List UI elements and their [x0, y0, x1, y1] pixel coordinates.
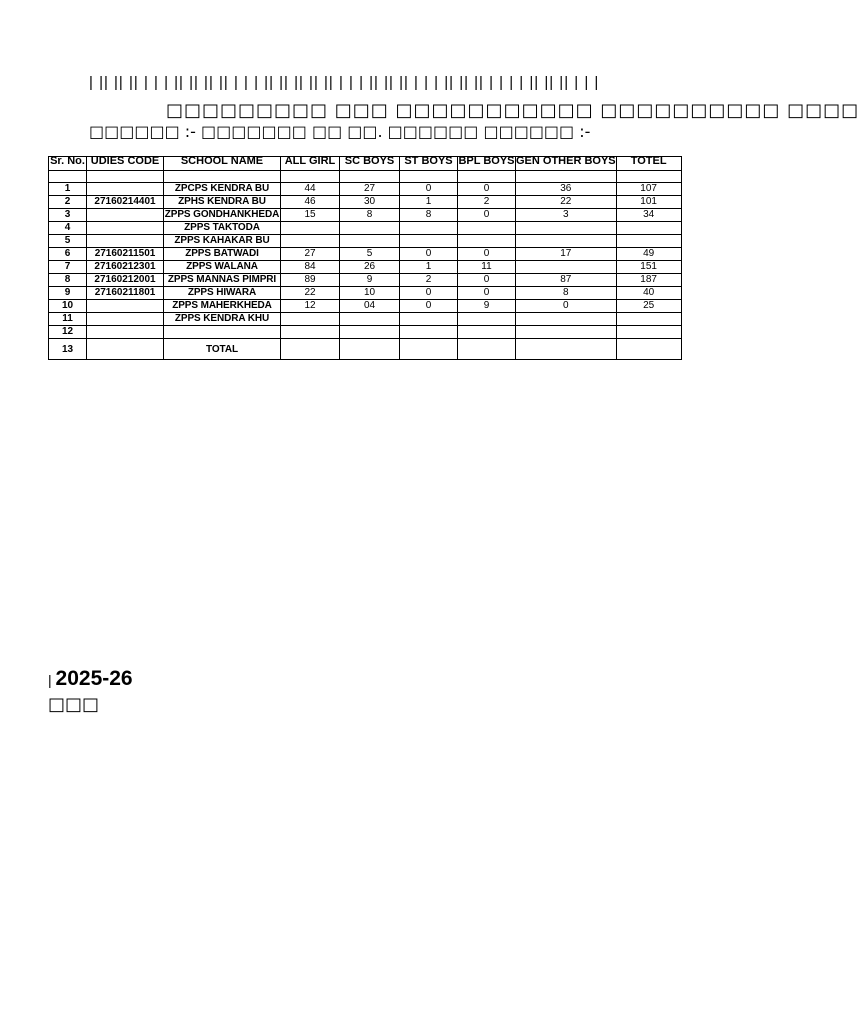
column-header-bpl-boys: BPL BOYS [458, 157, 516, 171]
school-name-cell [164, 326, 281, 339]
all-girl-cell: 89 [281, 274, 340, 287]
sr-no-cell: 2 [49, 196, 87, 209]
all-girl-cell: 12 [281, 300, 340, 313]
bpl-boys-cell: 0 [458, 287, 516, 300]
sc-boys-cell: 9 [340, 274, 400, 287]
bpl-boys-cell: 2 [458, 196, 516, 209]
table-row [49, 235, 682, 248]
total-empty-cell [400, 339, 458, 360]
all-girl-cell [281, 222, 340, 235]
total-cell: 49 [616, 248, 681, 261]
total-label: TOTAL [164, 339, 281, 360]
sc-boys-cell [340, 313, 400, 326]
column-header-udies-code: UDIES CODE [87, 157, 164, 171]
total-cell [616, 326, 681, 339]
table-row [49, 274, 682, 287]
sr-no-cell: 3 [49, 209, 87, 222]
gen-other-boys-cell: 8 [516, 287, 617, 300]
sr-no-cell: 4 [49, 222, 87, 235]
all-girl-cell [281, 326, 340, 339]
st-boys-cell: 8 [400, 209, 458, 222]
gen-other-boys-cell [516, 261, 617, 274]
all-girl-cell [281, 313, 340, 326]
gen-other-boys-cell: 17 [516, 248, 617, 261]
st-boys-cell [400, 235, 458, 248]
sr-no-cell: 6 [49, 248, 87, 261]
st-boys-cell: 0 [400, 300, 458, 313]
udies-code-cell: 27160214401 [87, 196, 164, 209]
column-header-gen-other-boys: GEN OTHER BOYS [516, 157, 617, 171]
sc-boys-cell [340, 235, 400, 248]
st-boys-cell [400, 222, 458, 235]
st-boys-cell: 1 [400, 261, 458, 274]
udies-code-cell [87, 209, 164, 222]
school-name-cell: ZPCPS KENDRA BU [164, 183, 281, 196]
bpl-boys-cell [458, 235, 516, 248]
document-subheading: □□□□□□ :- □□□□□□□ □□ □□. □□□□□□ □□□□□□ :- [89, 122, 591, 141]
gen-other-boys-cell [516, 222, 617, 235]
school-name-cell: ZPPS KENDRA KHU [164, 313, 281, 326]
table-row [49, 196, 682, 209]
total-empty-cell [87, 339, 164, 360]
gen-other-boys-cell: 87 [516, 274, 617, 287]
gen-other-boys-cell [516, 326, 617, 339]
st-boys-cell: 0 [400, 183, 458, 196]
total-cell: 34 [616, 209, 681, 222]
table-row [49, 222, 682, 235]
gen-other-boys-cell: 36 [516, 183, 617, 196]
sr-no-cell: 9 [49, 287, 87, 300]
table-row [49, 300, 682, 313]
udies-code-cell [87, 313, 164, 326]
udies-code-cell [87, 183, 164, 196]
total-row [49, 339, 682, 360]
sc-boys-cell: 5 [340, 248, 400, 261]
column-header-all-girl: ALL GIRL [281, 157, 340, 171]
sc-boys-cell: 26 [340, 261, 400, 274]
total-cell: 151 [616, 261, 681, 274]
gen-other-boys-cell: 0 [516, 300, 617, 313]
total-cell: 40 [616, 287, 681, 300]
sc-boys-cell [340, 326, 400, 339]
udies-code-cell [87, 300, 164, 313]
all-girl-cell: 44 [281, 183, 340, 196]
st-boys-cell: 1 [400, 196, 458, 209]
table-row [49, 313, 682, 326]
sc-boys-cell: 10 [340, 287, 400, 300]
st-boys-cell [400, 313, 458, 326]
total-empty-cell [616, 339, 681, 360]
sc-boys-cell [340, 222, 400, 235]
total-empty-cell [458, 339, 516, 360]
udies-code-cell: 27160211501 [87, 248, 164, 261]
column-header-st-boys: ST BOYS [400, 157, 458, 171]
table-row [49, 326, 682, 339]
table-row [49, 287, 682, 300]
total-cell [616, 235, 681, 248]
all-girl-cell: 22 [281, 287, 340, 300]
school-name-cell: ZPPS MANNAS PIMPRI [164, 274, 281, 287]
school-name-cell: ZPPS TAKTODA [164, 222, 281, 235]
school-name-cell: ZPPS KAHAKAR BU [164, 235, 281, 248]
table-row [49, 261, 682, 274]
st-boys-cell: 2 [400, 274, 458, 287]
academic-year: | 2025-26 [48, 667, 133, 690]
bpl-boys-cell: 0 [458, 183, 516, 196]
blank-row [49, 171, 682, 183]
sc-boys-cell: 04 [340, 300, 400, 313]
bpl-boys-cell: 0 [458, 248, 516, 261]
student-count-table [48, 156, 682, 360]
school-name-cell: ZPPS MAHERKHEDA [164, 300, 281, 313]
bpl-boys-cell [458, 313, 516, 326]
sr-no-cell: 11 [49, 313, 87, 326]
bpl-boys-cell [458, 222, 516, 235]
st-boys-cell: 0 [400, 287, 458, 300]
total-empty-cell [516, 339, 617, 360]
udies-code-cell: 27160212301 [87, 261, 164, 274]
school-name-cell: ZPPS WALANA [164, 261, 281, 274]
table-header-row [49, 157, 682, 171]
bpl-boys-cell: 0 [458, 209, 516, 222]
school-name-cell: ZPPS GONDHANKHEDA [164, 209, 280, 220]
udies-code-cell [87, 235, 164, 248]
all-girl-cell: 46 [281, 196, 340, 209]
top-glyph-line: | || || || | | | || || || || | | | || || || || || | | | || || || | | | || || || | | | | || || || | | | [89, 74, 600, 91]
st-boys-cell: 0 [400, 248, 458, 261]
all-girl-cell: 84 [281, 261, 340, 274]
school-name-cell: ZPPS BATWADI [164, 248, 281, 261]
total-cell: 187 [616, 274, 681, 287]
bpl-boys-cell: 9 [458, 300, 516, 313]
total-empty-cell [340, 339, 400, 360]
table-row [49, 248, 682, 261]
school-name-cell: ZPPS HIWARA [164, 287, 281, 300]
total-cell [616, 313, 681, 326]
bottom-glyph-text: □□□ [48, 694, 100, 715]
total-empty-cell [281, 339, 340, 360]
udies-code-cell [87, 326, 164, 339]
udies-code-cell: 27160211801 [87, 287, 164, 300]
all-girl-cell [281, 235, 340, 248]
bpl-boys-cell: 11 [458, 261, 516, 274]
sr-no-cell: 7 [49, 261, 87, 274]
bpl-boys-cell [458, 326, 516, 339]
total-sr-no-cell: 13 [49, 339, 87, 360]
udies-code-cell: 27160212001 [87, 274, 164, 287]
total-cell: 101 [616, 196, 681, 209]
sr-no-cell: 8 [49, 274, 87, 287]
all-girl-cell: 27 [281, 248, 340, 261]
udies-code-cell [87, 222, 164, 235]
school-name-cell: ZPHS KENDRA BU [164, 196, 281, 209]
column-header-total: TOTEL [616, 157, 681, 171]
sr-no-cell: 10 [49, 300, 87, 313]
sc-boys-cell: 27 [340, 183, 400, 196]
column-header-sr-no: Sr. No. [49, 157, 87, 171]
gen-other-boys-cell: 3 [516, 209, 617, 222]
st-boys-cell [400, 326, 458, 339]
gen-other-boys-cell: 22 [516, 196, 617, 209]
total-cell [616, 222, 681, 235]
sc-boys-cell: 8 [340, 209, 400, 222]
document-heading: □□□□□□□□□ □□□ □□□□□□□□□□□ □□□□□□□□□□ □□□□ [166, 100, 859, 121]
table-row [49, 183, 682, 196]
bpl-boys-cell: 0 [458, 274, 516, 287]
all-girl-cell: 15 [281, 209, 340, 222]
total-cell: 107 [616, 183, 681, 196]
table-row [49, 209, 682, 222]
sr-no-cell: 12 [49, 326, 87, 339]
sr-no-cell: 5 [49, 235, 87, 248]
gen-other-boys-cell [516, 235, 617, 248]
total-cell: 25 [616, 300, 681, 313]
column-header-sc-boys: SC BOYS [340, 157, 400, 171]
sr-no-cell: 1 [49, 183, 87, 196]
sc-boys-cell: 30 [340, 196, 400, 209]
column-header-school-name: SCHOOL NAME [164, 157, 281, 171]
gen-other-boys-cell [516, 313, 617, 326]
